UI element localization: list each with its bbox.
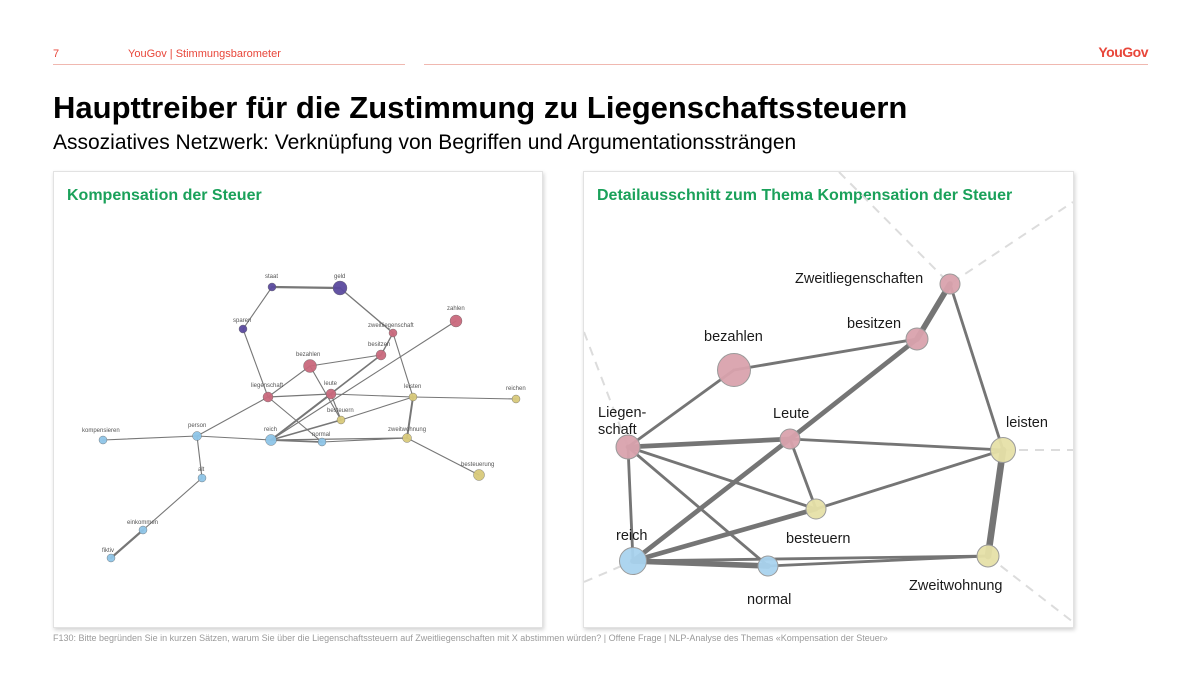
left-edge-besteuern-reich xyxy=(271,420,341,440)
left-edge-leisten-reichen xyxy=(413,397,516,399)
header-divider-right xyxy=(424,64,1148,65)
left-node-bezahlen xyxy=(304,360,317,373)
right-node-label-liegenschaft: Liegen-schaft xyxy=(598,405,647,438)
left-edges xyxy=(103,287,516,558)
right-node-besteuern xyxy=(806,499,826,519)
right-network-panel xyxy=(583,171,1074,628)
header-divider-left xyxy=(53,64,405,65)
left-edge-person-reich xyxy=(197,436,271,440)
left-edge-liegenschaft-leute xyxy=(268,394,331,397)
right-edge-besitzen-leute xyxy=(790,339,917,439)
left-nodes xyxy=(82,274,526,562)
page-subtitle: Assoziatives Netzwerk: Verknüpfung von Begriffen und Argumentationssträngen xyxy=(53,131,797,154)
left-node-reichen xyxy=(512,395,520,403)
right-node-label-bezahlen: bezahlen xyxy=(704,329,763,345)
left-node-label-zahlen: zahlen xyxy=(447,306,465,312)
left-edge-kompensieren-person xyxy=(103,436,197,440)
left-node-label-besteuerung: besteuerung xyxy=(461,462,495,468)
left-node-label-normal: normal xyxy=(312,432,331,438)
right-node-label-leisten: leisten xyxy=(1006,415,1048,431)
left-edge-leute-leisten xyxy=(331,394,413,397)
left-node-zahlen xyxy=(450,315,462,327)
right-node-bezahlen xyxy=(718,354,751,387)
right-panel-title: Detailausschnitt zum Thema Kompensation der Steuer xyxy=(597,187,1013,204)
right-edge-leute-besteuern xyxy=(790,439,816,509)
right-edge-zweitliegenschaften-leisten xyxy=(950,284,1003,450)
left-node-label-reichen: reichen xyxy=(506,386,526,392)
right-node-zweitwohnung xyxy=(977,545,999,567)
right-node-label-normal: normal xyxy=(747,592,792,608)
right-node-reich xyxy=(620,548,647,575)
left-node-label-geld: geld xyxy=(334,274,346,280)
left-edge-zweitwohnung-besteuerung xyxy=(407,438,479,475)
right-node-label-besitzen: besitzen xyxy=(847,316,902,332)
right-edge-liegenschaft-besteuern xyxy=(628,447,816,509)
right-edge-leisten-zweitwohnung xyxy=(988,450,1003,556)
right-network-graph xyxy=(584,172,1073,627)
right-node-besitzen xyxy=(906,328,928,350)
left-node-reich xyxy=(266,435,277,446)
right-node-label-zweitwohnung: Zweitwohnung xyxy=(909,578,1003,594)
left-network-graph xyxy=(54,172,542,627)
left-edge-besitzen-bezahlen xyxy=(310,355,381,366)
left-node-kompensieren xyxy=(99,436,107,444)
left-network-panel xyxy=(53,171,543,628)
left-node-besitzen xyxy=(376,350,386,360)
left-node-label-alt: alt xyxy=(198,467,205,473)
right-node-leute xyxy=(780,429,800,449)
left-node-alt xyxy=(198,474,206,482)
left-node-besteuerung xyxy=(474,470,485,481)
right-edge-leute-leisten xyxy=(790,439,1003,450)
left-node-label-zweitliegenschaft: zweitliegenschaft xyxy=(368,323,414,329)
source-label: YouGov | Stimmungsbarometer xyxy=(128,48,281,60)
left-node-leute xyxy=(326,389,336,399)
left-node-label-zweitwohnung: zweitwohnung xyxy=(388,427,427,433)
left-node-label-kompensieren: kompensieren xyxy=(82,428,120,434)
page-title: Haupttreiber für die Zustimmung zu Liegenschaftssteuern xyxy=(53,90,908,125)
left-node-label-person: person xyxy=(188,423,207,429)
left-node-leisten xyxy=(409,393,417,401)
left-panel-title: Kompensation der Steuer xyxy=(67,187,262,204)
left-node-label-besteuern: besteuern xyxy=(327,408,354,414)
left-node-fiktiv xyxy=(107,554,115,562)
left-node-label-leisten: leisten xyxy=(404,384,422,390)
left-node-label-staat: staat xyxy=(265,274,279,280)
right-node-label-zweitliegenschaften: Zweitliegenschaften xyxy=(795,271,924,287)
left-node-label-reich: reich xyxy=(264,427,278,433)
yougov-logo: YouGov xyxy=(1098,44,1148,60)
footnote: F130: Bitte begründen Sie in kurzen Sätzen, warum Sie über die Liegenschaftssteuern auf Zweitliegenschaften mit X abstimmen würden? | Offene Frage | NLP-Analyse des Themas «Kompensation der Steuer» xyxy=(53,633,888,643)
left-node-staat xyxy=(268,283,276,291)
right-node-leisten xyxy=(991,438,1016,463)
left-node-label-bezahlen: bezahlen xyxy=(296,352,321,358)
left-node-besteuern xyxy=(337,416,345,424)
left-node-sparen xyxy=(239,325,247,333)
left-edge-einkommen-fiktiv xyxy=(111,530,143,558)
left-node-label-leute: leute xyxy=(324,381,338,387)
right-node-liegenschaft xyxy=(616,435,640,459)
left-node-zweitwohnung xyxy=(403,434,412,443)
left-node-normal xyxy=(318,438,326,446)
left-node-label-fiktiv: fiktiv xyxy=(102,548,114,554)
left-node-geld xyxy=(333,281,347,295)
left-node-einkommen xyxy=(139,526,147,534)
right-node-label-besteuern: besteuern xyxy=(786,531,851,547)
left-node-label-sparen: sparen xyxy=(233,318,252,324)
left-node-label-besitzen: besitzen xyxy=(368,342,391,348)
left-node-liegenschaft xyxy=(263,392,273,402)
left-node-person xyxy=(193,432,202,441)
left-edge-liegenschaft-person xyxy=(197,397,268,436)
right-node-zweitliegenschaften xyxy=(940,274,960,294)
left-edge-staat-geld xyxy=(272,287,340,288)
left-edge-zahlen-reich xyxy=(271,321,456,440)
right-node-label-leute: Leute xyxy=(773,406,810,422)
right-node-normal xyxy=(758,556,778,576)
right-node-label-reich: reich xyxy=(616,528,648,544)
left-node-zweitliegenschaft xyxy=(389,329,397,337)
right-edges xyxy=(628,284,1003,566)
left-edge-reich-normal xyxy=(271,440,322,442)
right-edge-besteuern-leisten xyxy=(816,450,1003,509)
right-edge-liegenschaft-leute xyxy=(628,439,790,447)
left-node-label-liegenschaft: liegenschaft xyxy=(251,383,284,389)
page-number: 7 xyxy=(53,48,60,60)
left-node-label-einkommen: einkommen xyxy=(127,520,159,526)
left-edge-bezahlen-liegenschaft xyxy=(268,366,310,397)
